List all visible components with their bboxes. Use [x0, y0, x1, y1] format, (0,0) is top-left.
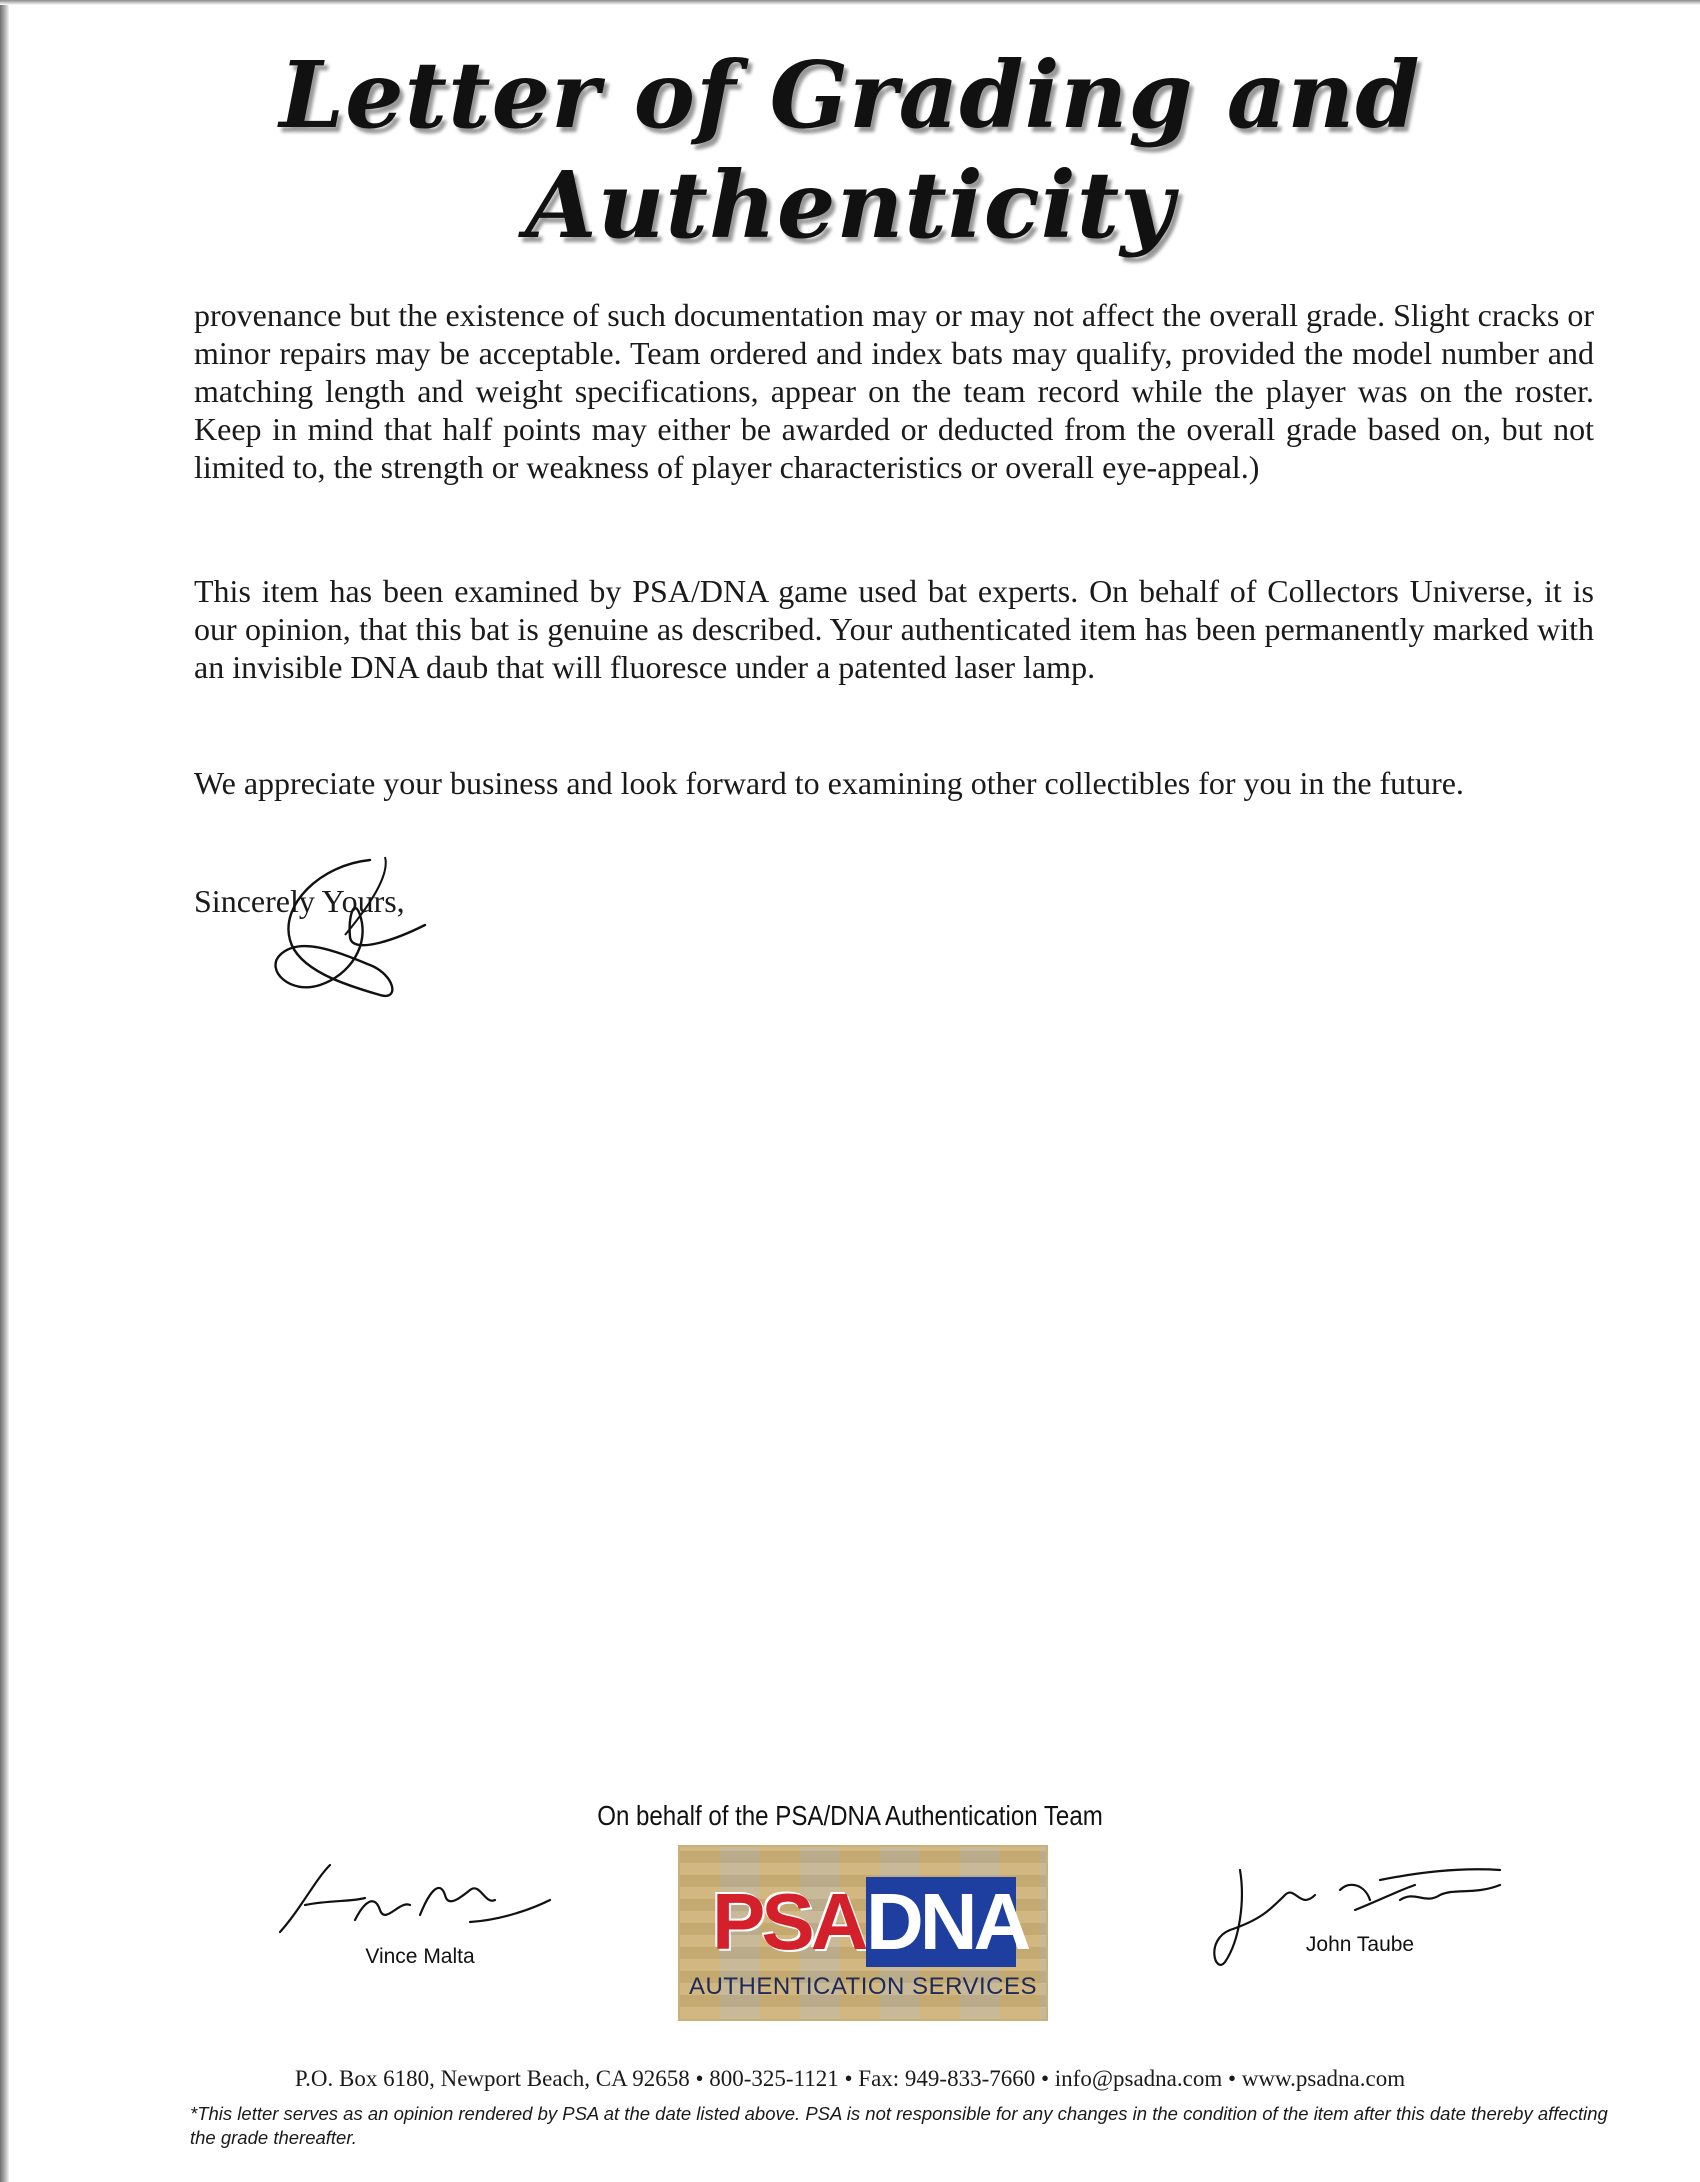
- psa-dna-logo: [678, 1845, 1048, 2021]
- signature-block-left: [270, 1850, 570, 1969]
- signature-vince-malta: [270, 1850, 570, 1940]
- signer-name-left: Vince Malta: [365, 1945, 475, 1968]
- body-paragraph-3: We appreciate your business and look forward to examining other collectibles for you in the future.: [194, 765, 1464, 801]
- scan-edge-left: [0, 0, 9, 2182]
- closing-salutation: Sincerely Yours,: [194, 883, 405, 919]
- footer-disclaimer: *This letter serves as an opinion rendered by PSA at the date listed above. PSA is not responsible for any changes in the condition of the item after this date thereby affecting the grade thereafter.: [190, 2103, 1608, 2148]
- letter-title-line1: Letter of Grading and: [279, 41, 1421, 149]
- body-paragraph-1: provenance but the existence of such documentation may or may not affect the overall grade. Slight cracks or minor repairs may be acceptable. Team ordered and index bats may qualify, provided the model number and matching length and weight specifications, appear on the team record while the player was on the roster. Keep in mind that half points may either be awarded or deducted from the overall grade based on, but not limited to, the strength or weakness of player characteristics or overall eye-appeal.): [194, 297, 1594, 485]
- body-paragraph-2: This item has been examined by PSA/DNA game used bat experts. On behalf of Collectors Universe, it is our opinion, that this bat is genuine as described. Your authenticated item has been permanently marked with an invisible DNA daub that will fluoresce under a patented laser lamp.: [194, 573, 1594, 685]
- handwritten-signature-main: [250, 845, 430, 1025]
- dna-logo-text: DNA: [866, 1877, 1028, 1966]
- psa-logo-text: PSA: [712, 1877, 865, 1966]
- logo-tagline: AUTHENTICATION SERVICES: [689, 1973, 1037, 2000]
- signature-block-right: [1200, 1850, 1520, 1957]
- footer-address: P.O. Box 6180, Newport Beach, CA 92658 • 800-325-1121 • Fax: 949-833-7660 • info@psadna.com • www.psadna.com: [294, 2066, 1406, 2091]
- signer-name-right: John Taube: [1305, 1933, 1415, 1956]
- scan-edge-top: [0, 0, 1700, 5]
- letter-title-line2: Authenticity: [525, 151, 1175, 259]
- team-heading: On behalf of the PSA/DNA Authentication Team: [597, 1800, 1103, 1831]
